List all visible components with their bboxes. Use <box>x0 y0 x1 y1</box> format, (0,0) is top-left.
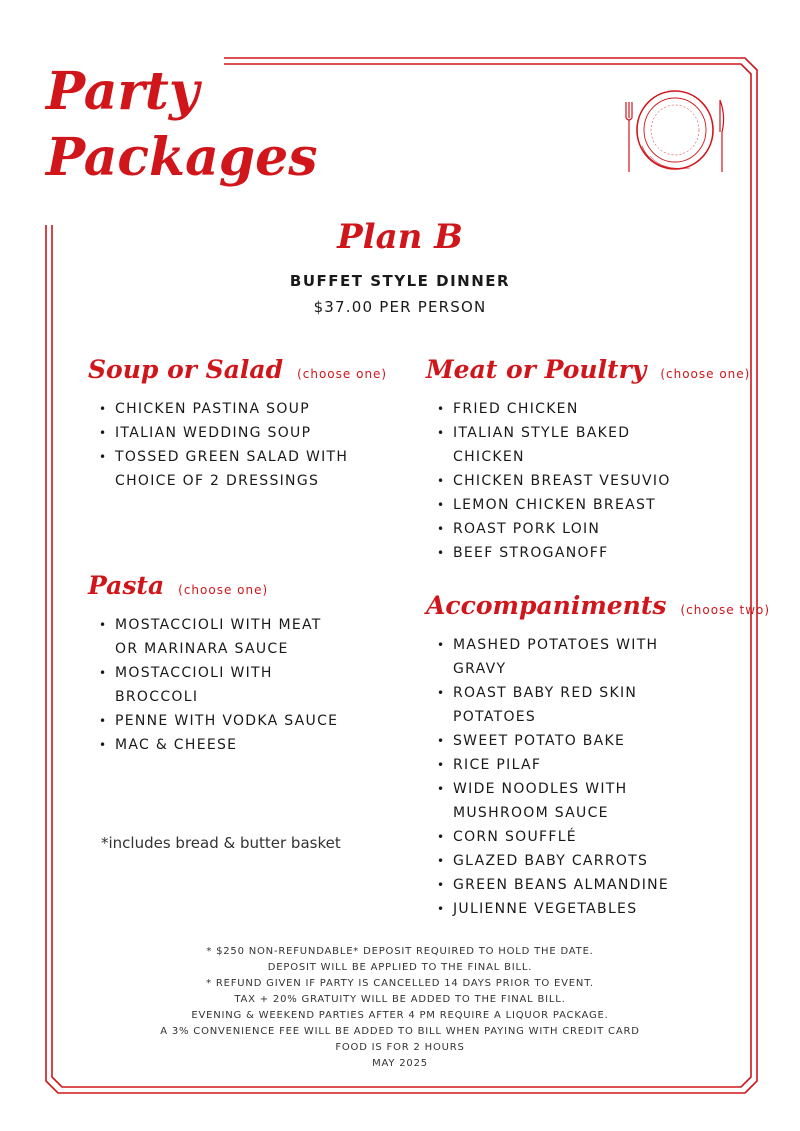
section-soup-salad <box>88 355 388 493</box>
section-header <box>426 591 771 621</box>
title-line-1: Party <box>46 61 200 122</box>
footer-line: * REFUND GIVEN IF PARTY IS CANCELLED 14 DAYS PRIOR TO EVENT. <box>206 978 594 989</box>
service-style: BUFFET STYLE DINNER <box>289 272 511 290</box>
footer-line: A 3% CONVENIENCE FEE WILL BE ADDED TO BILL WHEN PAYING WITH CREDIT CARD <box>160 1026 640 1037</box>
list-item: • MOSTACCIOLI WITH MEAT OR MARINARA SAUCE <box>88 613 343 661</box>
list-item: • MASHED POTATOES WITH GRAVY <box>426 633 691 681</box>
list-item: • BEEF STROGANOFF <box>426 541 691 565</box>
section-header <box>88 571 388 601</box>
footer-line: MAY 2025 <box>372 1058 428 1069</box>
item-list <box>426 633 691 921</box>
list-item: • MOSTACCIOLI WITH BROCCOLI <box>88 661 343 709</box>
item-list <box>88 397 363 493</box>
list-item: • WIDE NOODLES WITH MUSHROOM SAUCE <box>426 777 691 825</box>
choose-note: (choose one) <box>178 583 269 597</box>
list-item: • LEMON CHICKEN BREAST <box>426 493 691 517</box>
list-item: • CHICKEN PASTINA SOUP <box>88 397 363 421</box>
list-item: • GREEN BEANS ALMANDINE <box>426 873 691 897</box>
list-item: • CHICKEN BREAST VESUVIO <box>426 469 691 493</box>
section-meat-poultry <box>426 355 751 565</box>
footer-line: DEPOSIT WILL BE APPLIED TO THE FINAL BILL. <box>267 962 533 973</box>
section-header <box>426 355 751 385</box>
choose-note: (choose one) <box>297 367 388 381</box>
list-item: • ITALIAN WEDDING SOUP <box>88 421 363 445</box>
plan-title: Plan B <box>337 217 463 257</box>
footer-line: FOOD IS FOR 2 HOURS <box>335 1042 465 1053</box>
section-accompaniments <box>426 591 771 921</box>
list-item: • GLAZED BABY CARROTS <box>426 849 691 873</box>
plate-cutlery-icon <box>620 86 730 178</box>
price-per-person: $37.00 PER PERSON <box>313 298 487 316</box>
footer-line: EVENING & WEEKEND PARTIES AFTER 4 PM REQUIRE A LIQUOR PACKAGE. <box>191 1010 609 1021</box>
title-line-2: Packages <box>46 127 318 188</box>
footer-terms <box>0 944 800 1072</box>
item-list <box>88 613 343 757</box>
bread-note: *includes bread & butter basket <box>101 834 341 852</box>
list-item: • ROAST BABY RED SKIN POTATOES <box>426 681 691 729</box>
list-item: • RICE PILAF <box>426 753 691 777</box>
list-item: • CORN SOUFFLÉ <box>426 825 691 849</box>
section-title: Pasta <box>88 571 165 600</box>
choose-note: (choose two) <box>680 603 771 617</box>
list-item: • PENNE WITH VODKA SAUCE <box>88 709 343 733</box>
section-title: Soup or Salad <box>88 355 284 384</box>
list-item: • ROAST PORK LOIN <box>426 517 691 541</box>
section-header <box>88 355 388 385</box>
list-item: • MAC & CHEESE <box>88 733 343 757</box>
section-title: Accompaniments <box>426 591 667 620</box>
list-item: • FRIED CHICKEN <box>426 397 691 421</box>
footer-line: * $250 NON-REFUNDABLE* DEPOSIT REQUIRED TO HOLD THE DATE. <box>206 946 594 957</box>
item-list <box>426 397 691 565</box>
list-item: • ITALIAN STYLE BAKED CHICKEN <box>426 421 691 469</box>
choose-note: (choose one) <box>660 367 751 381</box>
section-title: Meat or Poultry <box>426 355 647 384</box>
footer-line: TAX + 20% GRATUITY WILL BE ADDED TO THE FINAL BILL. <box>234 994 566 1005</box>
list-item: • SWEET POTATO BAKE <box>426 729 691 753</box>
list-item: • TOSSED GREEN SALAD WITH CHOICE OF 2 DRESSINGS <box>88 445 363 493</box>
section-pasta <box>88 571 388 757</box>
list-item: • JULIENNE VEGETABLES <box>426 897 691 921</box>
